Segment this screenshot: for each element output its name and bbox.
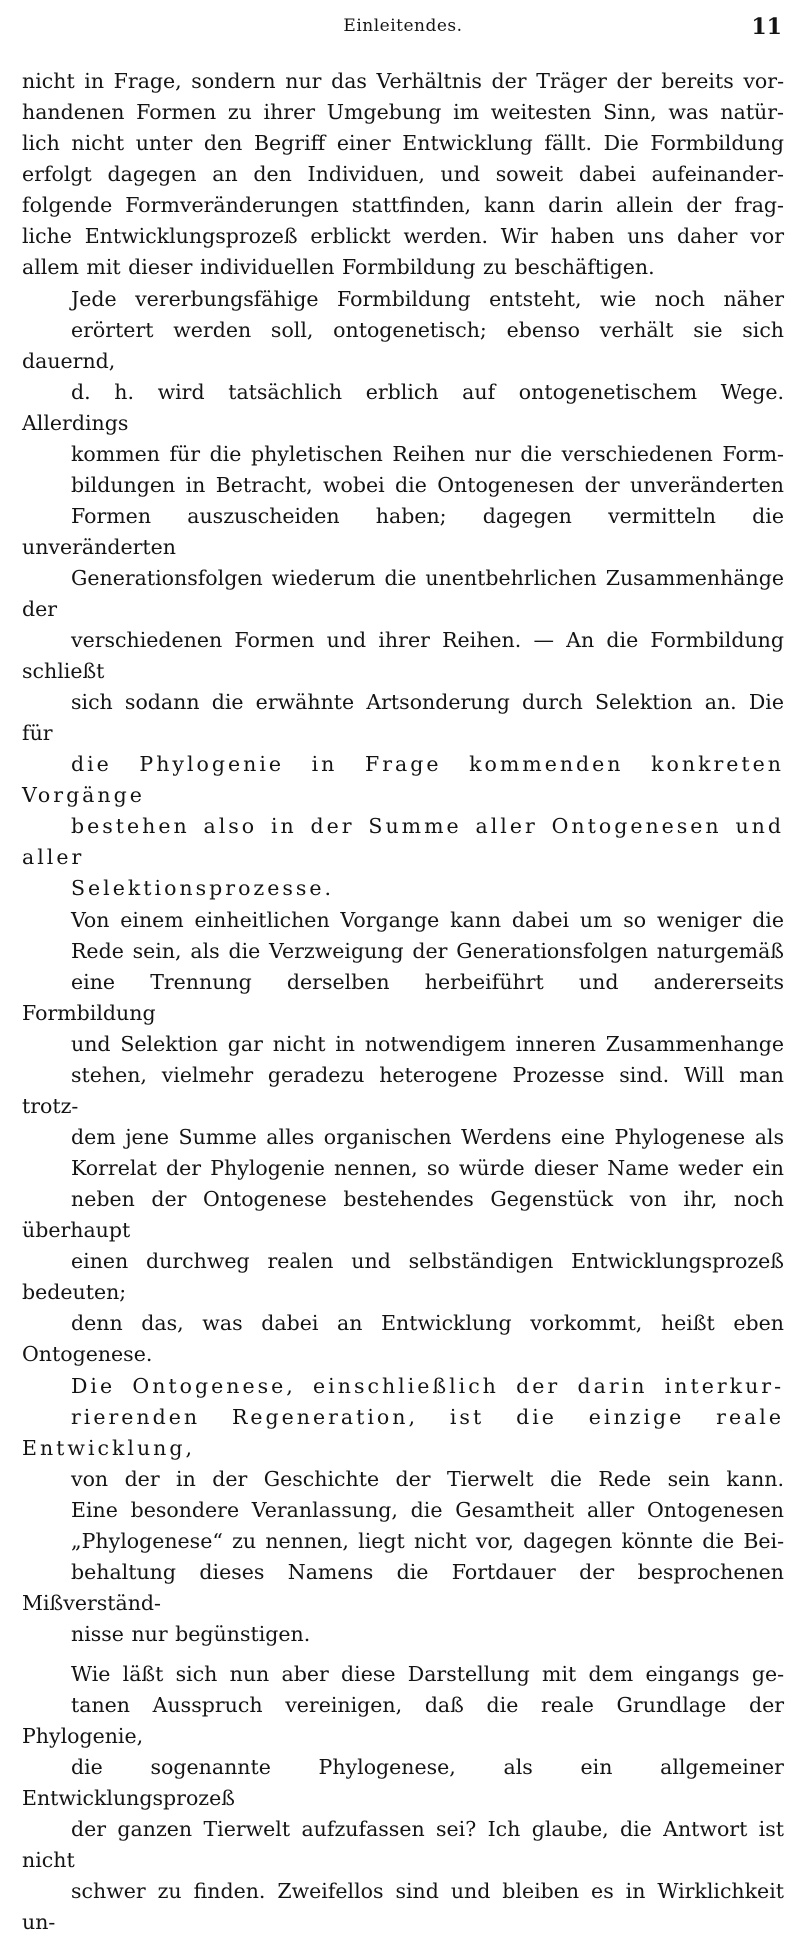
paragraph	[22, 284, 784, 904]
text-line: erörtert werden soll, ontogenetisch; ebenso verhält sie sich dauernd,	[22, 318, 784, 373]
text-line: stehen, vielmehr geradezu heterogene Prozesse sind. Will man trotz-	[22, 1063, 784, 1118]
text-line: Generationsfolgen wiederum die unentbehrlichen Zusammenhänge der	[22, 566, 784, 621]
text-line: liche Entwicklungsprozeß erblickt werden. Wir haben uns daher vor	[22, 224, 784, 248]
paragraph	[22, 905, 784, 1370]
text-line: Wie läßt sich nun aber diese Darstellung mit dem eingangs ge-	[71, 1662, 784, 1686]
text-line: d. h. wird tatsächlich erblich auf ontogenetischem Wege. Allerdings	[22, 380, 784, 435]
text-line: denn das, was dabei an Entwicklung vorkommt, heißt eben Ontogenese.	[22, 1311, 784, 1366]
text-line: Korrelat der Phylogenie nennen, so würde dieser Name weder ein	[71, 1156, 784, 1180]
text-line: die Phylogenie in Frage kommenden konkreten Vorgänge	[22, 752, 784, 807]
text-line: verschiedenen Formen und ihrer Reihen. — An die Formbildung schließt	[22, 628, 784, 683]
text-line: Selektionsprozesse.	[71, 876, 335, 900]
text-line: Rede sein, als die Verzweigung der Generationsfolgen naturgemäß	[71, 939, 784, 963]
text-line: Von einem einheitlichen Vorgange kann dabei um so weniger die	[71, 908, 784, 932]
page-header	[22, 12, 784, 52]
body-text	[22, 66, 784, 1938]
text-line: eine Trennung derselben herbeiführt und andererseits Formbildung	[22, 970, 784, 1025]
text-line: Die Ontogenese, einschließlich der darin interkur-	[71, 1374, 784, 1398]
text-line: behaltung dieses Namens die Fortdauer der besprochenen Mißverständ-	[22, 1560, 784, 1615]
text-line: kommen für die phyletischen Reihen nur die verschiedenen Form-	[71, 442, 784, 466]
text-line: von der in der Geschichte der Tierwelt die Rede sein kann.	[71, 1467, 784, 1491]
paragraph	[22, 1371, 784, 1650]
running-title: Einleitendes.	[343, 16, 463, 36]
paragraph	[22, 1659, 784, 1938]
text-line: der ganzen Tierwelt aufzufassen sei? Ich glaube, die Antwort ist nicht	[22, 1817, 784, 1872]
text-line: schwer zu finden. Zweifellos sind und bleiben es in Wirklichkeit un-	[22, 1879, 784, 1934]
paragraph	[22, 66, 784, 283]
text-line: folgende Formveränderungen stattfinden, kann darin allein der frag-	[22, 193, 784, 217]
text-line: sich sodann die erwähnte Artsonderung durch Selektion an. Die für	[22, 690, 784, 745]
text-line: neben der Ontogenese bestehendes Gegenstück von ihr, noch überhaupt	[22, 1187, 784, 1242]
text-line: nisse nur begünstigen.	[71, 1622, 311, 1646]
text-line: handenen Formen zu ihrer Umgebung im weitesten Sinn, was natür-	[22, 100, 784, 124]
book-page	[22, 12, 784, 1934]
text-line: „Phylogenese“ zu nennen, liegt nicht vor, dagegen könnte die Bei-	[71, 1529, 784, 1553]
text-line: dem jene Summe alles organischen Werdens eine Phylogenese als	[71, 1125, 784, 1149]
page-number: 11	[751, 14, 782, 40]
text-line: bildungen in Betracht, wobei die Ontogenesen der unveränderten	[71, 473, 784, 497]
text-line: bestehen also in der Summe aller Ontogenesen und aller	[22, 814, 784, 869]
text-line: einen durchweg realen und selbständigen Entwicklungsprozeß bedeuten;	[22, 1249, 784, 1304]
text-line: Formen auszuscheiden haben; dagegen vermitteln die unveränderten	[22, 504, 784, 559]
text-line: nicht in Frage, sondern nur das Verhältnis der Träger der bereits vor-	[22, 69, 784, 93]
text-line: die sogenannte Phylogenese, als ein allgemeiner Entwicklungsprozeß	[22, 1755, 784, 1810]
text-line: und Selektion gar nicht in notwendigem inneren Zusammenhange	[71, 1032, 784, 1056]
text-line: rierenden Regeneration, ist die einzige reale Entwicklung,	[22, 1405, 784, 1460]
text-line: Jede vererbungsfähige Formbildung entsteht, wie noch näher	[71, 287, 784, 311]
text-line: allem mit dieser individuellen Formbildung zu beschäftigen.	[22, 255, 655, 279]
text-line: Eine besondere Veranlassung, die Gesamtheit aller Ontogenesen	[71, 1498, 784, 1522]
text-line: lich nicht unter den Begriff einer Entwicklung fällt. Die Formbildung	[22, 131, 784, 155]
text-line: erfolgt dagegen an den Individuen, und soweit dabei aufeinander-	[22, 162, 784, 186]
text-line: tanen Ausspruch vereinigen, daß die reale Grundlage der Phylogenie,	[22, 1693, 784, 1748]
